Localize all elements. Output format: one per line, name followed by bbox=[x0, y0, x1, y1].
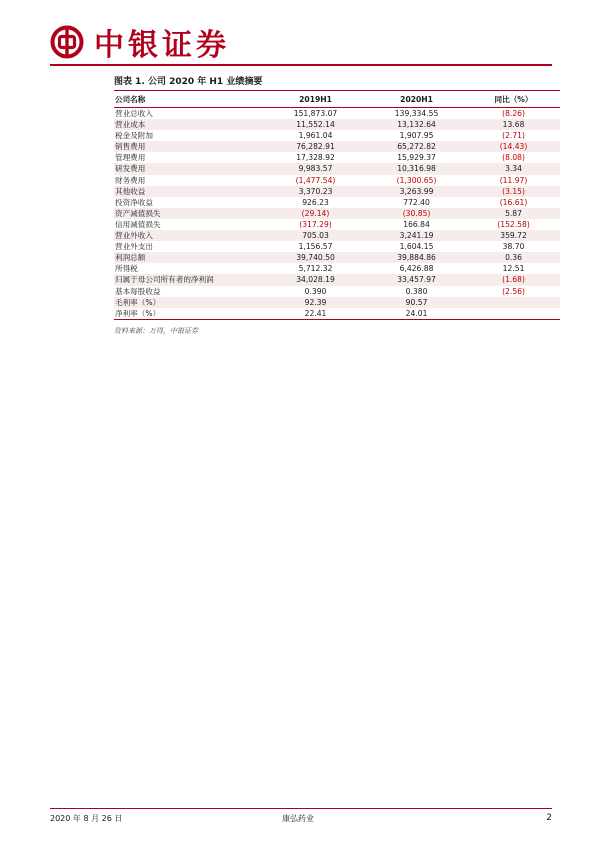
row-label: 资产减值损失 bbox=[114, 208, 265, 219]
table-cell: 12.51 bbox=[502, 264, 525, 274]
table-row bbox=[114, 163, 560, 174]
table-cell: (1,300.65) bbox=[396, 175, 437, 185]
row-label: 投资净收益 bbox=[115, 197, 153, 207]
row-label: 管理费用 bbox=[115, 153, 146, 163]
brand-name: 中银证券 bbox=[94, 28, 230, 63]
table-row bbox=[114, 230, 560, 241]
column-header: 2020H1 bbox=[366, 91, 467, 108]
table-cell: 90.57 bbox=[366, 297, 467, 308]
table-row bbox=[114, 197, 560, 208]
table-cell: (30.85) bbox=[366, 208, 467, 219]
table-cell: 38.70 bbox=[502, 242, 525, 252]
row-label: 信用减值损失 bbox=[115, 219, 161, 229]
table-cell: 39,884.86 bbox=[366, 252, 467, 263]
table-cell bbox=[467, 297, 560, 308]
row-label: 基本每股收益 bbox=[115, 286, 161, 296]
row-label: 营业外收入 bbox=[114, 230, 265, 241]
table-row bbox=[114, 119, 560, 130]
table-cell: (8.26) bbox=[502, 109, 525, 118]
row-label: 利润总额 bbox=[114, 252, 265, 263]
row-label: 研发费用 bbox=[114, 163, 265, 174]
row-label: 营业成本 bbox=[114, 119, 265, 130]
table-cell: (2.71) bbox=[502, 131, 525, 141]
table-cell: 1,604.15 bbox=[399, 242, 434, 252]
table-cell: 11,552.14 bbox=[265, 119, 366, 130]
table-cell: 772.40 bbox=[403, 197, 430, 207]
table-cell: 22.41 bbox=[265, 308, 366, 320]
table-row bbox=[114, 252, 560, 263]
table-cell: 92.39 bbox=[265, 297, 366, 308]
table-cell bbox=[467, 308, 560, 320]
table-cell: (14.43) bbox=[467, 141, 560, 152]
row-label: 税金及附加 bbox=[115, 131, 153, 141]
company-name: 康弘药业 bbox=[282, 814, 314, 823]
table-cell: 0.390 bbox=[304, 286, 327, 296]
table-cell: 76,282.91 bbox=[265, 141, 366, 152]
table-cell: (1.68) bbox=[467, 274, 560, 285]
table-row bbox=[114, 175, 560, 186]
table-cell: 151,873.07 bbox=[293, 109, 338, 118]
column-header: 同比（%） bbox=[467, 91, 560, 108]
table-cell: (152.58) bbox=[497, 219, 530, 229]
table-row bbox=[114, 219, 560, 230]
table-header-row bbox=[114, 91, 560, 108]
table-cell: 24.01 bbox=[366, 308, 467, 320]
table-row bbox=[114, 263, 560, 274]
page-number: 2 bbox=[546, 813, 552, 823]
table-row bbox=[114, 274, 560, 285]
table-cell: 13,132.64 bbox=[366, 119, 467, 130]
table-cell: 13.68 bbox=[467, 119, 560, 130]
row-label: 毛利率（%） bbox=[114, 297, 265, 308]
table-cell: 3,370.23 bbox=[265, 186, 366, 197]
table-cell: 926.23 bbox=[302, 197, 329, 207]
table-cell: 1,907.95 bbox=[399, 131, 434, 141]
table-cell: 10,316.98 bbox=[366, 163, 467, 174]
table-cell: 65,272.82 bbox=[366, 141, 467, 152]
report-date: 2020 年 8 月 26 日 bbox=[50, 814, 123, 823]
table-cell: 0.36 bbox=[467, 252, 560, 263]
table-row bbox=[114, 130, 560, 141]
row-label: 销售费用 bbox=[114, 141, 265, 152]
table-cell: (2.56) bbox=[502, 286, 525, 296]
table-cell: 705.03 bbox=[265, 230, 366, 241]
row-label: 所得税 bbox=[115, 264, 138, 274]
row-label: 财务费用 bbox=[115, 175, 146, 185]
table-cell: (16.61) bbox=[499, 197, 528, 207]
row-label: 营业外支出 bbox=[115, 242, 153, 252]
report-header bbox=[50, 22, 230, 62]
table-cell: (1,477.54) bbox=[295, 175, 336, 185]
header-divider bbox=[50, 64, 552, 66]
table-row bbox=[114, 297, 560, 308]
table-cell: 33,457.97 bbox=[366, 274, 467, 285]
table-cell: 1,961.04 bbox=[298, 131, 333, 141]
table-cell: 9,983.57 bbox=[265, 163, 366, 174]
source-note: 资料来源：万得，中银证券 bbox=[114, 326, 198, 335]
table-cell: 359.72 bbox=[467, 230, 560, 241]
table-cell: 0.380 bbox=[405, 286, 428, 296]
table-cell: 3,241.19 bbox=[366, 230, 467, 241]
table-row bbox=[114, 108, 560, 120]
table-cell: 3.34 bbox=[467, 163, 560, 174]
table-row bbox=[114, 186, 560, 197]
summary-table-section bbox=[114, 74, 560, 336]
table-cell: 5.87 bbox=[467, 208, 560, 219]
table-cell: (317.29) bbox=[299, 219, 332, 229]
table-cell: 6,426.88 bbox=[399, 264, 434, 274]
footer-divider bbox=[50, 808, 552, 809]
table-cell: (3.15) bbox=[467, 186, 560, 197]
table-cell: 166.84 bbox=[403, 219, 430, 229]
table-cell: (11.97) bbox=[499, 175, 528, 185]
table-row bbox=[114, 286, 560, 297]
table-row bbox=[114, 141, 560, 152]
table-cell: 3,263.99 bbox=[366, 186, 467, 197]
summary-table bbox=[114, 91, 560, 320]
table-cell: (8.08) bbox=[502, 153, 525, 163]
table-cell: (29.14) bbox=[265, 208, 366, 219]
table-caption: 图表 1. 公司 2020 年 H1 业绩摘要 bbox=[114, 74, 560, 91]
table-cell: 17,328.92 bbox=[296, 153, 335, 163]
row-label: 营业总收入 bbox=[115, 109, 153, 118]
table-row bbox=[114, 308, 560, 320]
table-row bbox=[114, 241, 560, 252]
table-cell: 34,028.19 bbox=[265, 274, 366, 285]
table-row bbox=[114, 152, 560, 163]
bank-of-china-logo-icon bbox=[50, 25, 84, 59]
table-cell: 39,740.50 bbox=[265, 252, 366, 263]
table-row bbox=[114, 208, 560, 219]
row-label: 归属于母公司所有者的净利润 bbox=[114, 274, 265, 285]
table-cell: 15,929.37 bbox=[397, 153, 436, 163]
column-header: 公司名称 bbox=[114, 91, 265, 108]
table-cell: 5,712.32 bbox=[298, 264, 333, 274]
row-label: 其他收益 bbox=[114, 186, 265, 197]
row-label: 净利率（%） bbox=[114, 308, 265, 320]
column-header: 2019H1 bbox=[265, 91, 366, 108]
table-cell: 139,334.55 bbox=[394, 109, 439, 118]
table-cell: 1,156.57 bbox=[298, 242, 333, 252]
